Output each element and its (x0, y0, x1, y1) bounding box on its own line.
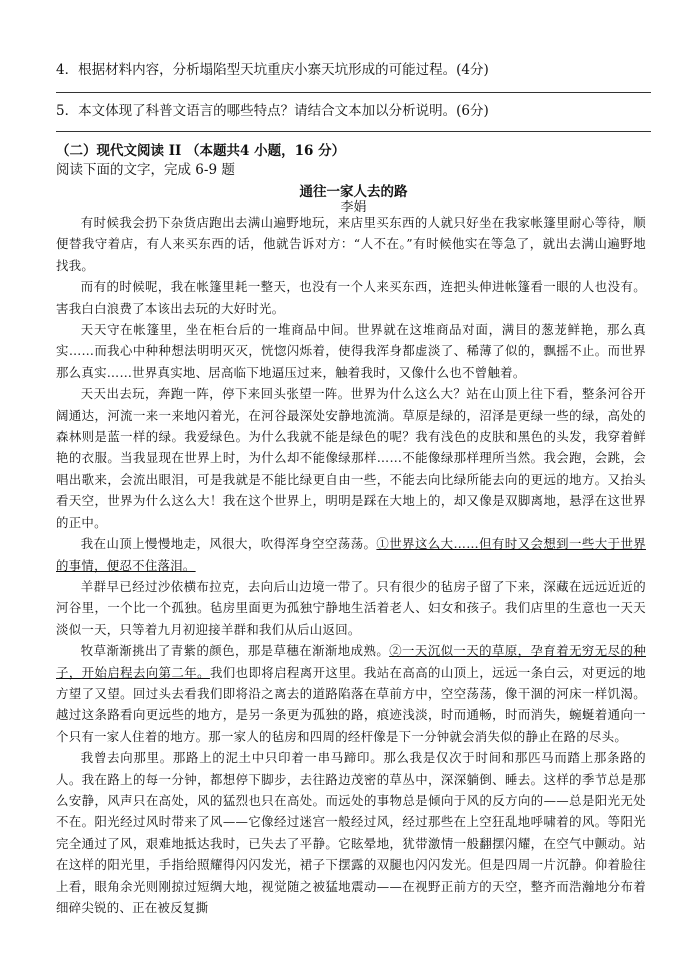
article-paragraph (56, 576, 646, 640)
section-heading: （二）现代文阅读 II （本题共4 小题，16 分） (56, 143, 346, 159)
answer-line (56, 92, 651, 93)
paragraph-text: 天天出去玩，奔跑一阵，停下来回头张望一阵。世界为什么这么大？站在山顶上往下看，整条河谷开阔通达，河流一来一来地闪着光，在河谷最深处安静地流淌。草原是绿的，沼泽是更绿一些的绿，高处的森林则是蓝一样的绿。我爱绿色。为什么我就不能是绿色的呢？我有浅色的皮肤和黑色的头发，我穿着鲜艳的衣服。当我显现在世界上时，为什么却不能像绿那样……不能像绿那样理所当然。我会跑，会跳，会唱出歌来，会流出眼泪，可是我就是不能比绿更自由一些，不能去向比绿所能去向的更远的地方。又抬头看天空，世界为什么这么大！我在这个世界上，明明是踩在大地上的，却又像是双脚离地，悬浮在这世界的正中。 (56, 386, 646, 530)
article-paragraph (56, 533, 646, 576)
paragraph-text: 我在山顶上慢慢地走，风很大，吹得浑身空空荡荡。 (80, 536, 377, 552)
article-paragraph (56, 747, 646, 918)
paragraph-text: 天天守在帐篷里，坐在柜台后的一堆商品中间。世界就在这堆商品对面，满目的葱茏鲜艳，那么真实……而我心中种种想法明明灭灭，恍惚闪烁着，使得我浑身都虚淡了、稀薄了似的，飘摇不止。而世界那么真实……世界真实地、居高临下地逼压过来，触着我时，又像什么也不曾触着。 (56, 322, 646, 380)
paragraph-text: 我曾去向那里。那路上的泥土中只印着一串马蹄印。那么我是仅次于时间和那匹马而踏上那条路的人。我在路上的每一分钟，都想停下脚步，去往路边茂密的草丛中，深深躺倒、睡去。这样的季节总是那么安静，风声只在高处，风的猛烈也只在高处。而远处的事物总是倾向于风的反方向的——总是阳光无处不在。阳光经过风时带来了风——它像经过迷宫一般经过风，经过那些在上空狂乱地呼啸着的风。等阳光完全通过了风，艰难地抵达我时，已失去了平静。它眩晕地，犹带激情一般翻摆闪耀，在空气中颤动。站在这样的阳光里，手指给照耀得闪闪发光，裙子下摆露的双腿也闪闪发光。但是四周一片沉静。仰着脸往上看，眼角余光则刚掠过短绸大地，视觉随之被猛地震动——在视野正前方的天空，整齐而浩瀚地分布着细碎尖锐的、正在被反复撕 (56, 750, 646, 915)
article-body (56, 212, 646, 918)
article-paragraph (56, 319, 646, 383)
question-5: 5．本文体现了科普文语言的哪些特点？请结合文本加以分析说明。(6分) (56, 103, 489, 119)
paragraph-text: 羊群早已经过沙依横布拉克，去向后山边境一带了。只有很少的毡房子留了下来，深藏在远远近近的河谷里，一个比一个孤独。毡房里面更为孤独宁静地生活着老人、妇女和孩子。我们店里的生意也一天天淡似一天，只等着九月初迎接羊群和我们从后山返回。 (56, 578, 646, 637)
article-paragraph (56, 383, 646, 533)
paragraph-text: 而有的时候呢，我在帐篷里耗一整天，也没有一个人来买东西，连把头伸进帐篷看一眼的人也没有。害我白白浪费了本该出去玩的大好时光。 (56, 279, 646, 316)
article-author: 李娟 (340, 200, 367, 215)
paragraph-text: 牧草渐渐挑出了青紫的颜色，那是草穗在渐渐地成熟。 (80, 643, 390, 659)
answer-line (56, 131, 651, 132)
paragraph-text: 我们也即将启程离开这里。我站在高高的山顶上，远远一条白云，对更远的地方望了又望。回过头去看我们即将沿之离去的道路陷落在草前方中，空空荡荡，像干涸的河床一样饥渴。越过这条路看向更远些的地方，是另一条更为孤独的路，痕迹浅淡，时而通畅，时而消失，蜿蜒着通向一个只有一家人住着的地方。那一家人的毡房和四周的经杆像是下一分钟就会消失似的静止在路的尽头。 (56, 664, 646, 744)
underlined-sentence: ②一天沉似一天的草原，孕育着无穷无尽的种子，开始启程去向第二年。 (56, 643, 647, 680)
question-4: 4．根据材料内容，分析塌陷型天坑重庆小寨天坑形成的可能过程。(4分) (56, 62, 489, 78)
article-paragraph (56, 276, 646, 319)
paragraph-text: 有时候我会扔下杂货店跑出去满山遍野地玩，来店里买东西的人就只好坐在我家帐篷里耐心等待，顺便替我守着店，有人来买东西的话，他就告诉对方：“人不在。”有时候他实在等急了，就出去满山遍野地找我。 (56, 215, 646, 273)
reading-instruction: 阅读下面的文字，完成 6-9 题 (56, 162, 235, 178)
article-paragraph (56, 212, 646, 276)
article-paragraph (56, 640, 646, 747)
article-title: 通往一家人去的路 (299, 184, 408, 200)
underlined-sentence: ①世界这么大……但有时又会想到一些大于世界的事情，便忍不住落泪。 (56, 536, 646, 573)
